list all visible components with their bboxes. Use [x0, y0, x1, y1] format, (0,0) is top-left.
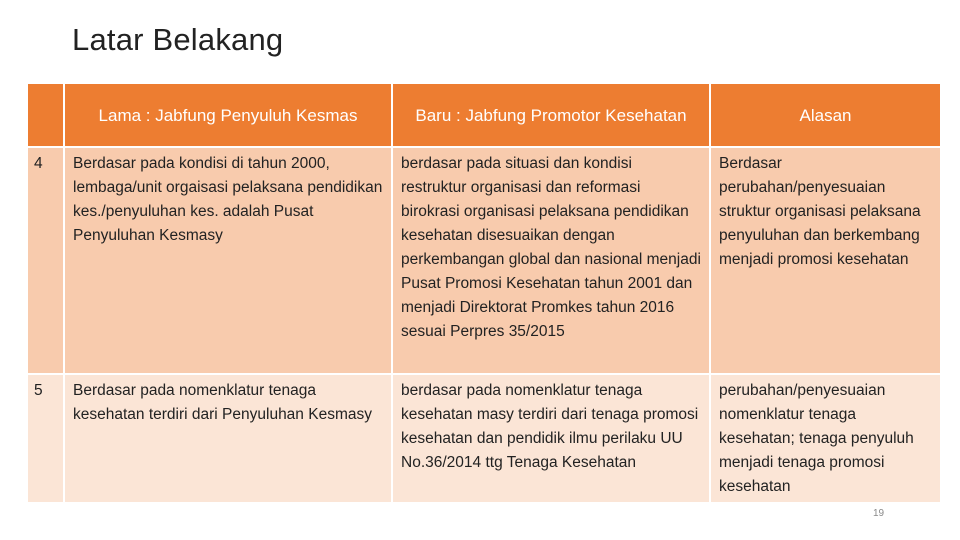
cell-lama: Berdasar pada kondisi di tahun 2000, lembaga/unit orgaisasi pelaksana pendidikan kes./penyuluhan kes. adalah Pusat Penyuluhan Kesmasy: [64, 147, 392, 374]
row-number: 4: [27, 147, 64, 374]
cell-baru: berdasar pada situasi dan kondisi restruktur organisasi dan reformasi birokrasi organisasi pelaksana pendidikan kesehatan disesuaikan dengan perkembangan global dan nasional menjadi Pusat Promosi Kesehatan tahun 2001 dan menjadi Direktorat Promkes tahun 2016 sesuai Perpres 35/2015: [392, 147, 710, 374]
table-row: [27, 374, 941, 503]
slide-title: Latar Belakang: [72, 22, 284, 57]
header-baru: Baru : Jabfung Promotor Kesehatan: [392, 83, 710, 147]
cell-baru: berdasar pada nomenklatur tenaga kesehatan masy terdiri dari tenaga promosi kesehatan dan pendidik ilmu perilaku UU No.36/2014 ttg Tenaga Kesehatan: [392, 374, 710, 503]
table-row: [27, 147, 941, 374]
table-header-row: [27, 83, 941, 147]
page-number: 19: [873, 508, 885, 519]
cell-lama: Berdasar pada nomenklatur tenaga kesehatan terdiri dari Penyuluhan Kesmasy: [64, 374, 392, 503]
header-number: [27, 83, 64, 147]
header-lama: Lama : Jabfung Penyuluh Kesmas: [64, 83, 392, 147]
comparison-table: [26, 82, 942, 504]
header-alasan: Alasan: [710, 83, 941, 147]
row-number: 5: [27, 374, 64, 503]
cell-alasan: Berdasar perubahan/penyesuaian struktur organisasi pelaksana penyuluhan dan berkembang menjadi promosi kesehatan: [710, 147, 941, 374]
cell-alasan: perubahan/penyesuaian nomenklatur tenaga kesehatan; tenaga penyuluh menjadi tenaga promosi kesehatan: [710, 374, 941, 503]
